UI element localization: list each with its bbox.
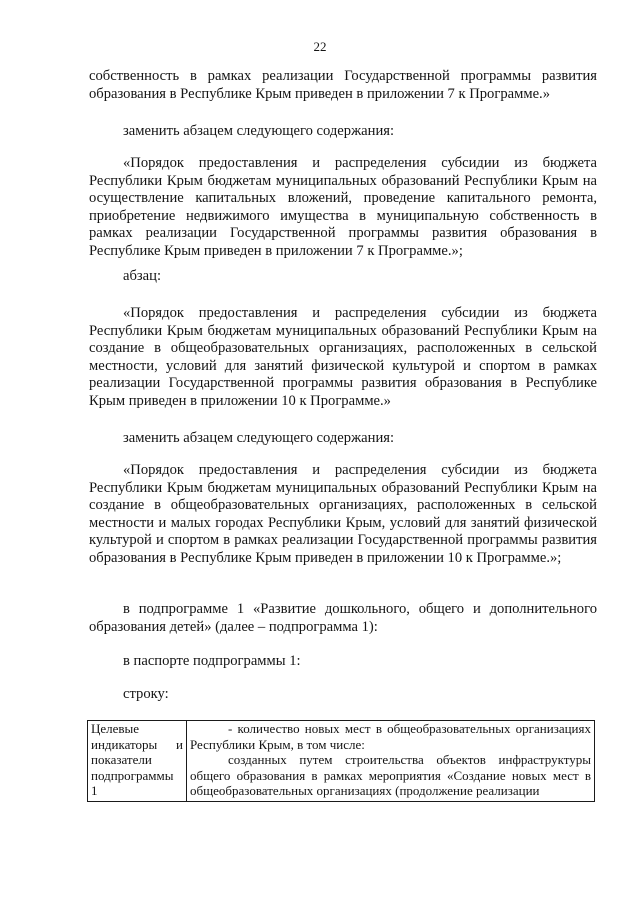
paragraph-7 xyxy=(89,462,597,567)
table-cell-label: Целевые индикаторы и показатели подпрограммы 1 xyxy=(88,721,187,802)
table-row xyxy=(88,721,595,802)
paragraph-text: «Порядок предоставления и распределения субсидии из бюджета Республики Крым бюджетам муниципальных образований Республики Крым на осуществление капитальных вложений, проведение капитального ремонта, приобретение недвижимого имущества в муниципальную собственность в рамках реализации Государственной программы развития образования в Республике Крым приведен в приложении 7 к Программе.»; xyxy=(89,155,597,259)
paragraph-text: в подпрограмме 1 «Развитие дошкольного, общего и дополнительного образования детей» (далее – подпрограмма 1): xyxy=(89,601,597,635)
paragraph-5 xyxy=(89,305,597,410)
table-cell-text: - количество новых мест в общеобразовательных организациях Республики Крым, в том числе: xyxy=(190,721,591,752)
table-cell-text: созданных путем строительства объектов инфраструктуры общего образования в рамках мероприятия «Создание новых мест в общеобразовательных организациях (продолжение реализации xyxy=(190,752,591,799)
paragraph-3 xyxy=(89,155,597,260)
table-cell-value xyxy=(187,721,595,802)
paragraph-4: абзац: xyxy=(123,268,162,284)
paragraph-text: «Порядок предоставления и распределения субсидии из бюджета Республики Крым бюджетам муниципальных образований Республики Крым на создание в общеобразовательных организациях, расположенных в сельской местности и малых городах Республики Крым, условий для занятий физической культурой и спортом в рамках реализации Государственной программы развития образования в Республике Крым приведен в приложении 10 к Программе.»; xyxy=(89,462,597,566)
paragraph-8 xyxy=(89,601,597,636)
paragraph-2: заменить абзацем следующего содержания: xyxy=(123,123,395,139)
paragraph-text: собственность в рамках реализации Государственной программы развития образования в Республике Крым приведен в приложении 7 к Программе.» xyxy=(89,68,597,102)
paragraph-9: в паспорте подпрограммы 1: xyxy=(123,653,301,669)
paragraph-6: заменить абзацем следующего содержания: xyxy=(123,430,395,446)
paragraph-10: строку: xyxy=(123,686,169,702)
paragraph-text: «Порядок предоставления и распределения субсидии из бюджета Республики Крым бюджетам муниципальных образований Республики Крым на создание в общеобразовательных организациях, расположенных в сельской местности, условий для занятий физической культурой и спортом в рамках реализации Государственной программы развития образования в Республике Крым приведен в приложении 10 к Программе.» xyxy=(89,305,597,409)
passport-table xyxy=(87,720,595,802)
page-number: 22 xyxy=(313,39,327,54)
paragraph-1 xyxy=(89,68,597,103)
